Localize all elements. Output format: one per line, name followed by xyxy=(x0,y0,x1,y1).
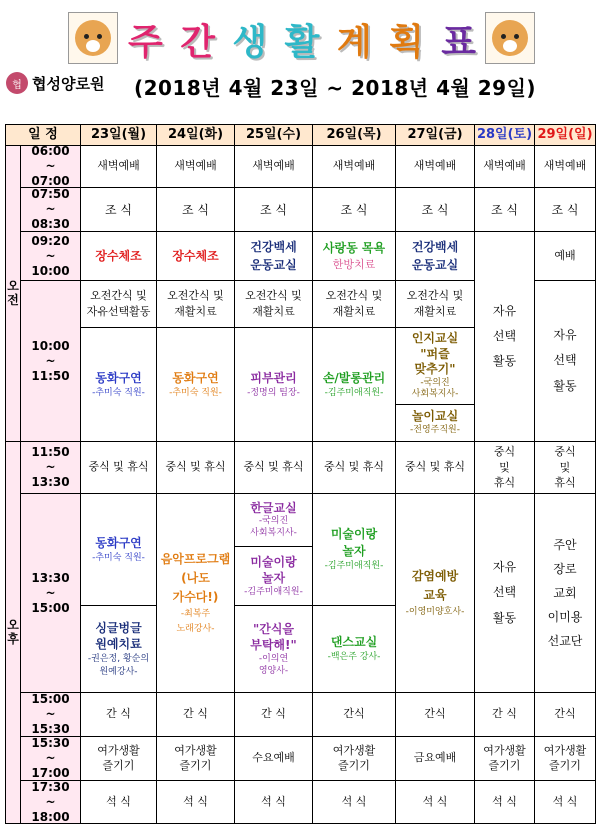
page-title xyxy=(128,14,476,64)
schedule-cell: 한글교실 -국의진 사회복지사- xyxy=(234,493,313,547)
schedule-cell: 사랑동 목욕 한방치료 xyxy=(312,231,396,281)
schedule-cell: 석 식 xyxy=(234,780,313,824)
schedule-cell: 오전간식 및 재활치료 xyxy=(156,280,235,328)
schedule-cell: 수요예배 xyxy=(234,736,313,781)
schedule-cell: 주안 장로 교회 이미용 선교단 xyxy=(534,493,596,693)
time-slot: 17:30 ~ 18:00 xyxy=(20,780,81,824)
schedule-cell: 오전간식 및 재활치료 xyxy=(395,280,475,328)
schedule-cell: 조 식 xyxy=(395,187,475,232)
schedule-cell: 중식 및 휴식 xyxy=(156,441,235,494)
schedule-cell: 간 식 xyxy=(80,692,157,737)
schedule-cell: 조 식 xyxy=(156,187,235,232)
schedule-cell: 석 식 xyxy=(312,780,396,824)
schedule-cell: 석 식 xyxy=(534,780,596,824)
schedule-cell: 동화구연 -추미숙 직원- xyxy=(80,327,157,442)
schedule-cell: 장수체조 xyxy=(156,231,235,281)
dog-logo-icon xyxy=(68,12,118,64)
day-header: 24일(화) xyxy=(156,124,235,146)
schedule-cell: 오전간식 및 재활치료 xyxy=(312,280,396,328)
schedule-cell: 여가생활 즐기기 xyxy=(80,736,157,781)
time-slot: 06:00 ~ 07:00 xyxy=(20,145,81,188)
day-header: 23일(월) xyxy=(80,124,157,146)
schedule-cell: 새벽예배 xyxy=(234,145,313,188)
schedule-cell: 자유 선택 활동 xyxy=(474,493,535,693)
page-header xyxy=(0,0,600,120)
title-char: 표 xyxy=(441,21,476,63)
schedule-cell: 새벽예배 xyxy=(534,145,596,188)
section-pm-label: 오 후 xyxy=(5,441,21,824)
schedule-cell: 조 식 xyxy=(534,187,596,232)
schedule-cell: 동화구연 -추미숙 직원- xyxy=(156,327,235,442)
schedule-cell: 석 식 xyxy=(474,780,535,824)
day-header: 27일(금) xyxy=(395,124,475,146)
schedule-cell: 여가생활 즐기기 xyxy=(156,736,235,781)
title-char: 활 xyxy=(284,21,320,63)
schedule-cell: 새벽예배 xyxy=(156,145,235,188)
time-slot: 13:30 ~ 15:00 xyxy=(20,493,81,693)
schedule-cell: 중식 및 휴식 xyxy=(80,441,157,494)
schedule-cell: 동화구연 -추미숙 직원- xyxy=(80,493,157,606)
schedule-cell: 중식 및 휴식 xyxy=(534,441,596,494)
schedule-cell: 건강백세 운동교실 xyxy=(395,231,475,281)
schedule-cell: 간 식 xyxy=(234,692,313,737)
schedule-cell: 음악프로그램 (나도 가수다!) -최복주 노래강사- xyxy=(156,493,235,693)
schedule-cell: 놀이교실 -전영주직원- xyxy=(395,404,475,442)
schedule-cell: 손/발롱관리 -김주미애직원- xyxy=(312,327,396,442)
schedule-cell: 싱글벙글 원예치료 -권은정, 황순의 원예강사- xyxy=(80,605,157,693)
schedule-cell: 중식 및 휴식 xyxy=(474,441,535,494)
day-header: 26일(목) xyxy=(312,124,396,146)
schedule-cell: 피부관리 -정명의 팀장- xyxy=(234,327,313,442)
title-char: 생 xyxy=(232,21,268,63)
schedule-cell: 새벽예배 xyxy=(474,145,535,188)
schedule-cell: 간식 xyxy=(534,692,596,737)
schedule-cell: 새벽예배 xyxy=(312,145,396,188)
schedule-cell: 간 식 xyxy=(474,692,535,737)
time-slot: 07:50 ~ 08:30 xyxy=(20,187,81,232)
schedule-cell: 미술이랑 놀자 -김주미애직원- xyxy=(312,493,396,606)
time-slot: 10:00 ~ 11:50 xyxy=(20,280,81,442)
time-slot: 09:20 ~ 10:00 xyxy=(20,231,81,281)
day-header: 25일(수) xyxy=(234,124,313,146)
schedule-cell: 금요예배 xyxy=(395,736,475,781)
schedule-cell: 감염예방 교육 -이영미양호사- xyxy=(395,493,475,693)
schedule-cell: "간식을 부탁해!" -이의연 영양사- xyxy=(234,605,313,693)
org-label xyxy=(6,72,104,94)
schedule-cell: 건강백세 운동교실 xyxy=(234,231,313,281)
time-slot: 15:30 ~ 17:00 xyxy=(20,736,81,781)
title-char: 획 xyxy=(389,21,424,63)
schedule-cell: 미술이랑 놀자 -김주미애직원- xyxy=(234,546,313,606)
schedule-cell: 중식 및 휴식 xyxy=(312,441,396,494)
schedule-cell: 조 식 xyxy=(312,187,396,232)
schedule-cell: 오전간식 및 자유선택활동 xyxy=(80,280,157,328)
table-corner: 일 정 xyxy=(5,124,81,146)
schedule-cell: 댄스교실 -백은주 강사- xyxy=(312,605,396,693)
schedule-cell: 새벽예배 xyxy=(395,145,475,188)
schedule-cell: 여가생활 즐기기 xyxy=(534,736,596,781)
schedule-cell: 인지교실 "퍼즐 맞추기" -국의진 사회복지사- xyxy=(395,327,475,405)
schedule-cell: 여가생활 즐기기 xyxy=(474,736,535,781)
title-char: 계 xyxy=(336,21,372,63)
section-am-label: 오 전 xyxy=(5,145,21,442)
schedule-cell: 장수체조 xyxy=(80,231,157,281)
schedule-cell: 예배 xyxy=(534,231,596,281)
schedule-cell: 여가생활 즐기기 xyxy=(312,736,396,781)
schedule-cell: 석 식 xyxy=(80,780,157,824)
day-header: 29일(일) xyxy=(534,124,596,146)
schedule-cell: 조 식 xyxy=(474,187,535,232)
title-char: 주 xyxy=(128,21,163,63)
schedule-cell: 조 식 xyxy=(234,187,313,232)
schedule-cell: 조 식 xyxy=(80,187,157,232)
schedule-cell: 간 식 xyxy=(156,692,235,737)
schedule-cell: 중식 및 휴식 xyxy=(234,441,313,494)
schedule-cell: 새벽예배 xyxy=(80,145,157,188)
schedule-cell: 석 식 xyxy=(395,780,475,824)
schedule-cell: 간식 xyxy=(312,692,396,737)
org-name: 협성양로원 xyxy=(32,74,105,93)
schedule-cell: 중식 및 휴식 xyxy=(395,441,475,494)
schedule-cell: 자유 선택 활동 xyxy=(534,280,596,442)
time-slot: 15:00 ~ 15:30 xyxy=(20,692,81,737)
org-emblem-icon: 협 xyxy=(6,72,28,94)
date-range: (2018년 4월 23일 ~ 2018년 4월 29일) xyxy=(134,76,537,100)
dog-logo-icon xyxy=(485,12,535,64)
schedule-table xyxy=(5,124,596,824)
time-slot: 11:50 ~ 13:30 xyxy=(20,441,81,494)
schedule-cell: 오전간식 및 재활치료 xyxy=(234,280,313,328)
day-header: 28일(토) xyxy=(474,124,535,146)
schedule-cell: 자유 선택 활동 xyxy=(474,231,535,442)
schedule-cell: 간식 xyxy=(395,692,475,737)
title-char: 간 xyxy=(180,21,215,63)
schedule-cell: 석 식 xyxy=(156,780,235,824)
